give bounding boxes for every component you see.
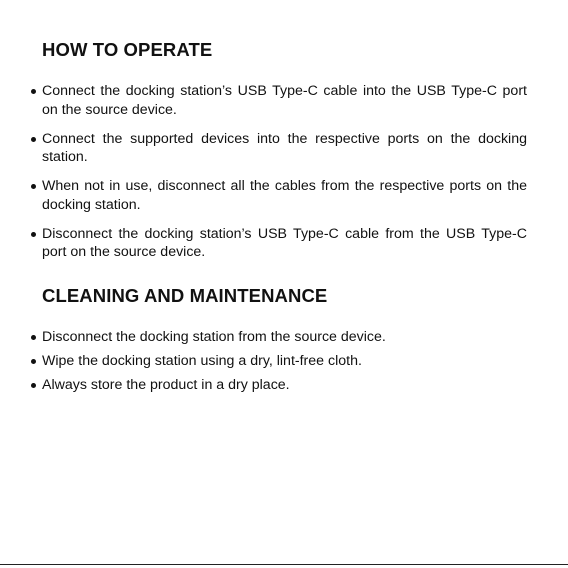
list-item-text: Wipe the docking station using a dry, lint-free cloth.: [42, 353, 362, 369]
section-heading-cleaning-and-maintenance: CLEANING AND MAINTENANCE: [42, 285, 328, 306]
list-item-text: Always store the product in a dry place.: [42, 377, 290, 393]
list-item-text: Connect the supported devices into the respective ports on the docking station.: [42, 130, 527, 165]
list-item: [0, 130, 527, 167]
list-item: [0, 177, 527, 214]
list-item: [0, 225, 527, 262]
bullet-icon: [31, 137, 36, 142]
list-item: [0, 328, 527, 347]
list-item: [0, 352, 527, 371]
footer-divider: [0, 564, 568, 565]
list-item-text: Disconnect the docking station’s USB Type-C cable from the USB Type-C port on the source device.: [42, 225, 527, 260]
list-item-text: Disconnect the docking station from the source device.: [42, 329, 386, 345]
bullet-icon: [31, 184, 36, 189]
bullet-icon: [31, 232, 36, 237]
how-to-operate-list: [0, 82, 568, 272]
bullet-icon: [31, 335, 36, 340]
bullet-icon: [31, 383, 36, 388]
list-item-text: Connect the docking station’s USB Type-C cable into the USB Type-C port on the source device.: [42, 83, 527, 118]
list-item: [0, 376, 527, 395]
list-item: [0, 82, 527, 119]
list-item-text: When not in use, disconnect all the cables from the respective ports on the docking station.: [42, 178, 527, 213]
bullet-icon: [31, 359, 36, 364]
cleaning-and-maintenance-list: [0, 328, 568, 400]
bullet-icon: [31, 89, 36, 94]
section-heading-how-to-operate: HOW TO OPERATE: [42, 39, 213, 60]
